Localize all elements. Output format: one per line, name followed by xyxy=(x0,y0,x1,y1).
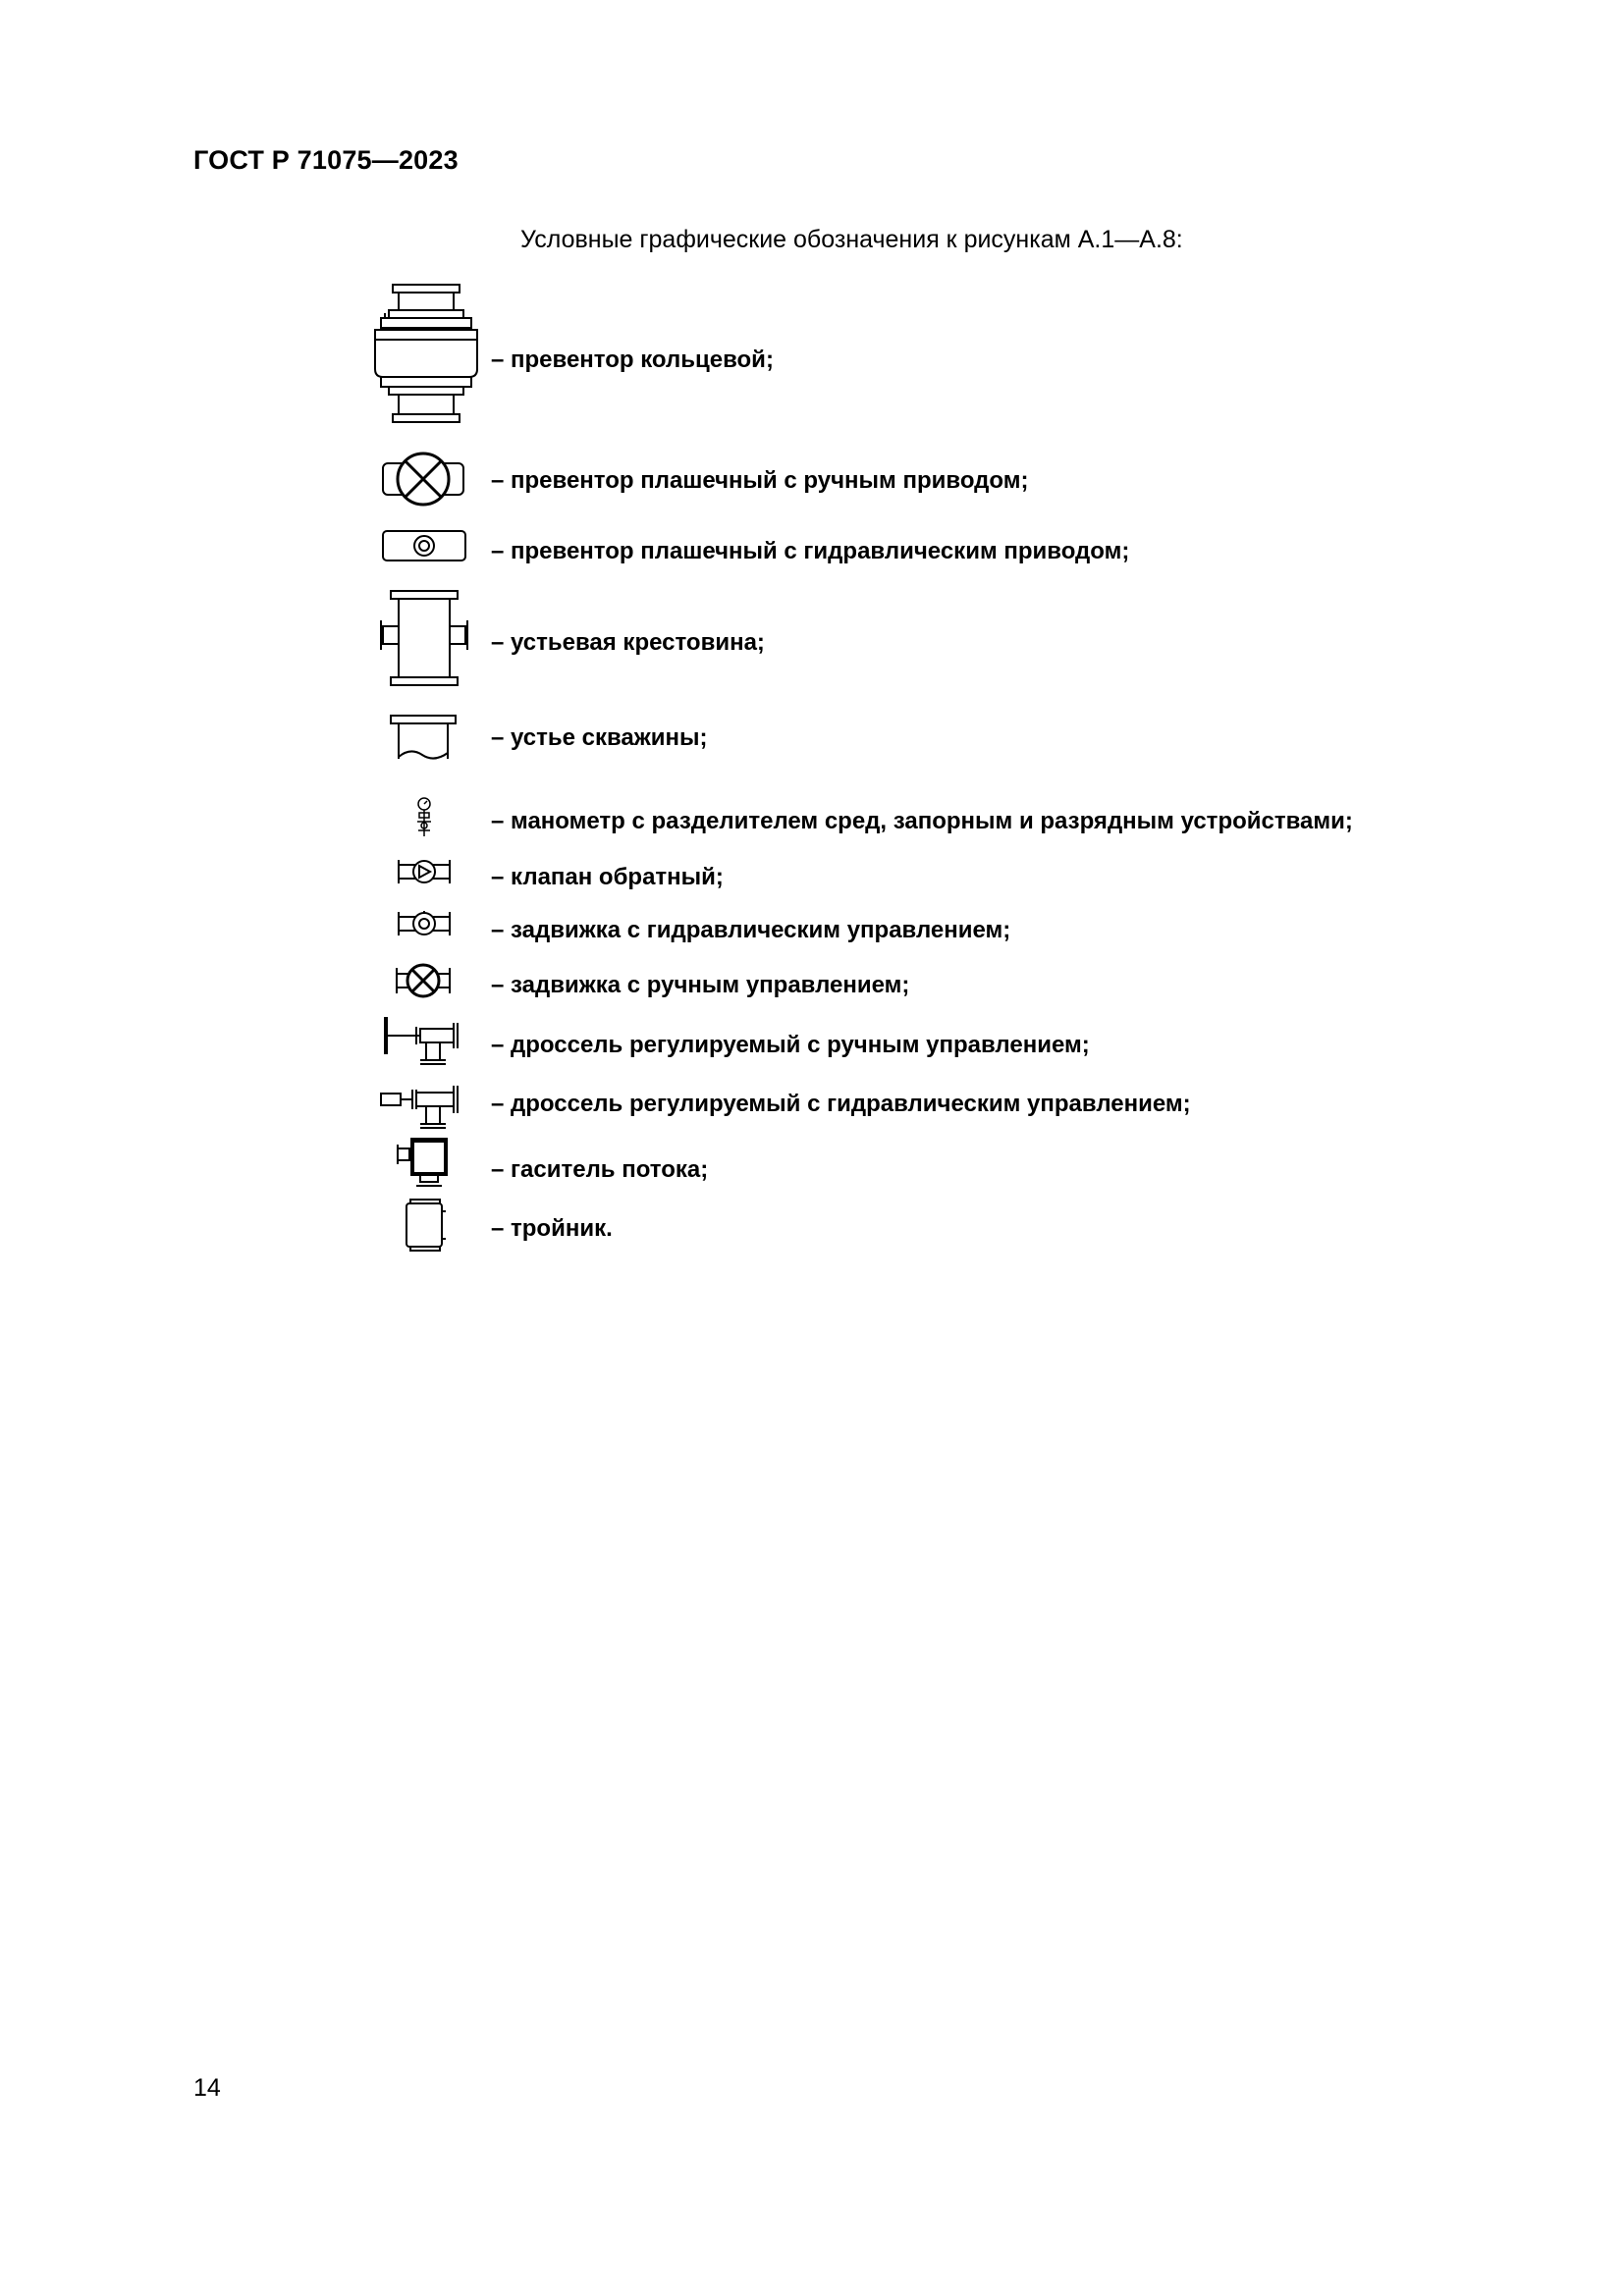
hydraulic-choke-icon xyxy=(379,1080,469,1133)
wellhead-cross-icon xyxy=(379,589,473,687)
wellhead-icon xyxy=(389,714,458,763)
legend-label-ram-preventer-manual: – превентор плашечный с ручным приводом; xyxy=(491,467,1029,494)
ram-preventer-hydraulic-icon xyxy=(381,529,467,564)
legend-label-wellhead: – устье скважины; xyxy=(491,724,708,751)
legend-label-manual-choke: – дроссель регулируемый с ручным управлением; xyxy=(491,1032,1090,1058)
manual-choke-icon xyxy=(381,1015,469,1070)
legend-label-check-valve: – клапан обратный; xyxy=(491,864,724,890)
manual-gate-valve-icon xyxy=(395,962,452,999)
annular-preventer-icon xyxy=(371,283,481,428)
legend-label-pressure-gauge: – манометр с разделителем сред, запорным и разрядным устройствами; xyxy=(491,808,1353,834)
pressure-gauge-icon xyxy=(412,797,436,838)
legend-label-manual-gate-valve: – задвижка с ручным управлением; xyxy=(491,972,910,998)
legend-label-tee: – тройник. xyxy=(491,1215,613,1242)
document-header: ГОСТ Р 71075—2023 xyxy=(193,145,459,175)
legend-label-ram-preventer-hydraulic: – превентор плашечный с гидравлическим приводом; xyxy=(491,538,1130,564)
legend-label-hydraulic-choke: – дроссель регулируемый с гидравлическим управлением; xyxy=(491,1091,1191,1117)
legend-caption: Условные графические обозначения к рисункам А.1—А.8: xyxy=(520,226,1183,253)
ram-preventer-manual-icon xyxy=(381,452,465,507)
legend-label-flow-damper: – гаситель потока; xyxy=(491,1156,709,1183)
tee-icon xyxy=(403,1198,448,1253)
page-number: 14 xyxy=(193,2074,221,2102)
legend-label-wellhead-cross: – устьевая крестовина; xyxy=(491,629,765,656)
flow-damper-icon xyxy=(395,1135,454,1192)
legend-label-hydraulic-gate-valve: – задвижка с гидравлическим управлением; xyxy=(491,917,1011,943)
check-valve-icon xyxy=(397,857,452,886)
hydraulic-gate-valve-icon xyxy=(397,909,452,938)
legend-label-annular-preventer: – превентор кольцевой; xyxy=(491,347,774,373)
